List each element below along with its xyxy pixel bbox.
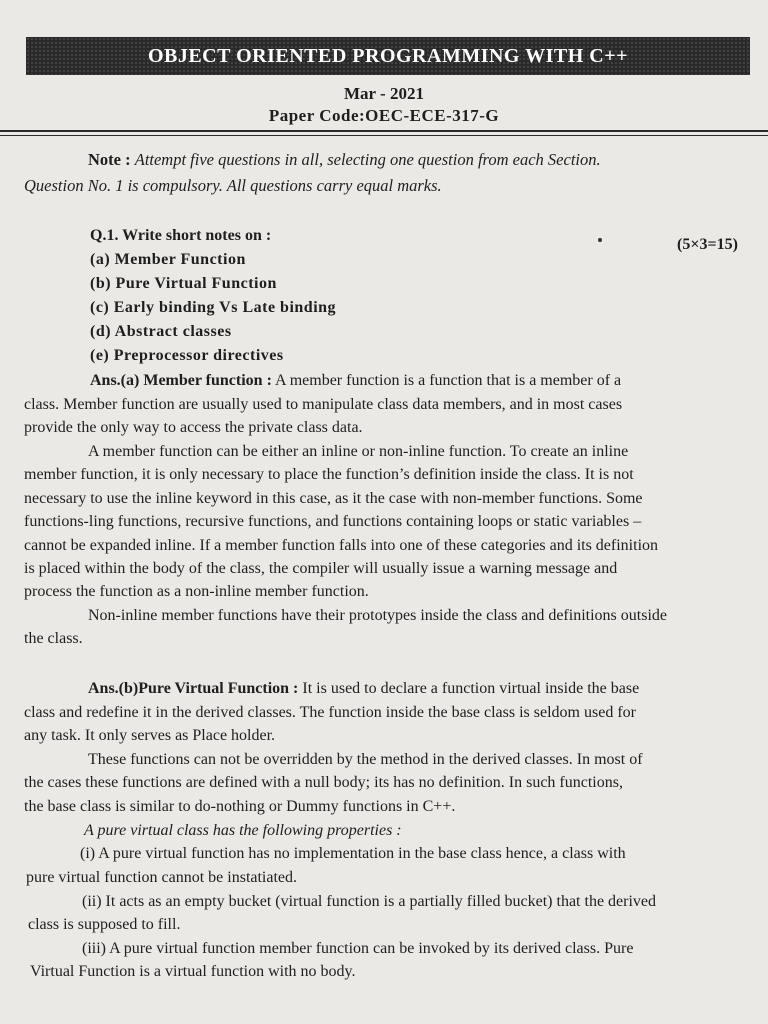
divider-top [0, 130, 768, 132]
page-title: OBJECT ORIENTED PROGRAMMING WITH C++ [147, 44, 629, 67]
ans-b-line-4: These functions can not be overridden by the method in the derived classes. In most of [88, 751, 643, 768]
title-banner [26, 37, 750, 75]
exam-date: Mar - 2021 [344, 84, 424, 103]
ans-a-text-1: A member function is a function that is a member of a [275, 372, 622, 389]
ans-a-line-2: class. Member function are usually used to manipulate class data members, and in most cases [24, 396, 623, 413]
q1-item-e: (e) Preprocessor directives [90, 347, 284, 364]
ans-a-line-3: provide the only way to access the private class data. [24, 419, 363, 436]
ans-a-line-12: the class. [24, 630, 83, 647]
ans-a-label: Ans.(a) Member function : [90, 372, 272, 389]
note-line-2: Question No. 1 is compulsory. All questions carry equal marks. [24, 176, 442, 195]
ans-a-line-5: member function, it is only necessary to place the function’s definition inside the class. It is not [24, 466, 634, 483]
ans-a-line-11: Non-inline member functions have their prototypes inside the class and definitions outside [88, 607, 667, 624]
ans-b-line-7: A pure virtual class has the following properties : [84, 822, 402, 839]
ink-speck [598, 238, 602, 242]
ans-b-line-8: (i) A pure virtual function has no implementation in the base class hence, a class with [80, 845, 626, 862]
q1-item-a: (a) Member Function [90, 251, 246, 268]
ans-b-line-10: (ii) It acts as an empty bucket (virtual function is a partially filled bucket) that the derived [82, 893, 657, 910]
ans-b-line-2: class and redefine it in the derived classes. The function inside the base class is seldom used for [24, 704, 636, 721]
q1-item-b: (b) Pure Virtual Function [90, 275, 277, 292]
paper-code: Paper Code:OEC-ECE-317-G [268, 106, 500, 125]
q1-item-d: (d) Abstract classes [90, 323, 232, 340]
ans-a-line-7: functions-ling functions, recursive functions, and functions containing loops or static variables – [24, 513, 642, 530]
ans-b-text-1: It is used to declare a function virtual inside the base [302, 680, 640, 697]
ans-b-line-12: (iii) A pure virtual function member function can be invoked by its derived class. Pure [82, 940, 634, 957]
ans-b-label: Ans.(b)Pure Virtual Function : [88, 680, 299, 697]
q1-item-c: (c) Early binding Vs Late binding [90, 299, 337, 316]
ans-b-line-9: pure virtual function cannot be instatiated. [26, 869, 298, 886]
ans-a-line-9: is placed within the body of the class, the compiler will usually issue a warning message and [24, 560, 618, 577]
ans-a-line-6: necessary to use the inline keyword in this case, as it the case with non-member functions. Some [24, 490, 643, 507]
ans-a-line-8: cannot be expanded inline. If a member function falls into one of these categories and its definition [24, 537, 659, 554]
q1-marks: (5×3=15) [677, 236, 738, 253]
ans-b-line-5: the cases these functions are defined with a null body; its has no definition. In such functions, [24, 774, 623, 791]
note-label: Note : [88, 150, 131, 169]
ans-a-line-10: process the function as a non-inline member function. [24, 583, 369, 600]
divider-bottom [0, 135, 768, 136]
ans-a-line-4: A member function can be either an inline or non-inline function. To create an inline [88, 443, 629, 460]
q1-heading: Q.1. Write short notes on : [90, 227, 272, 244]
note-line-1 [88, 150, 601, 170]
ans-a-line-1 [90, 372, 621, 390]
ans-b-line-13: Virtual Function is a virtual function with no body. [30, 963, 356, 980]
ans-b-line-11: class is supposed to fill. [28, 916, 181, 933]
ans-b-line-3: any task. It only serves as Place holder. [24, 727, 276, 744]
ans-b-line-1 [88, 680, 639, 698]
ans-b-line-6: the base class is similar to do-nothing or Dummy functions in C++. [24, 798, 456, 815]
note-text-1: Attempt five questions in all, selecting one question from each Section. [134, 150, 601, 169]
